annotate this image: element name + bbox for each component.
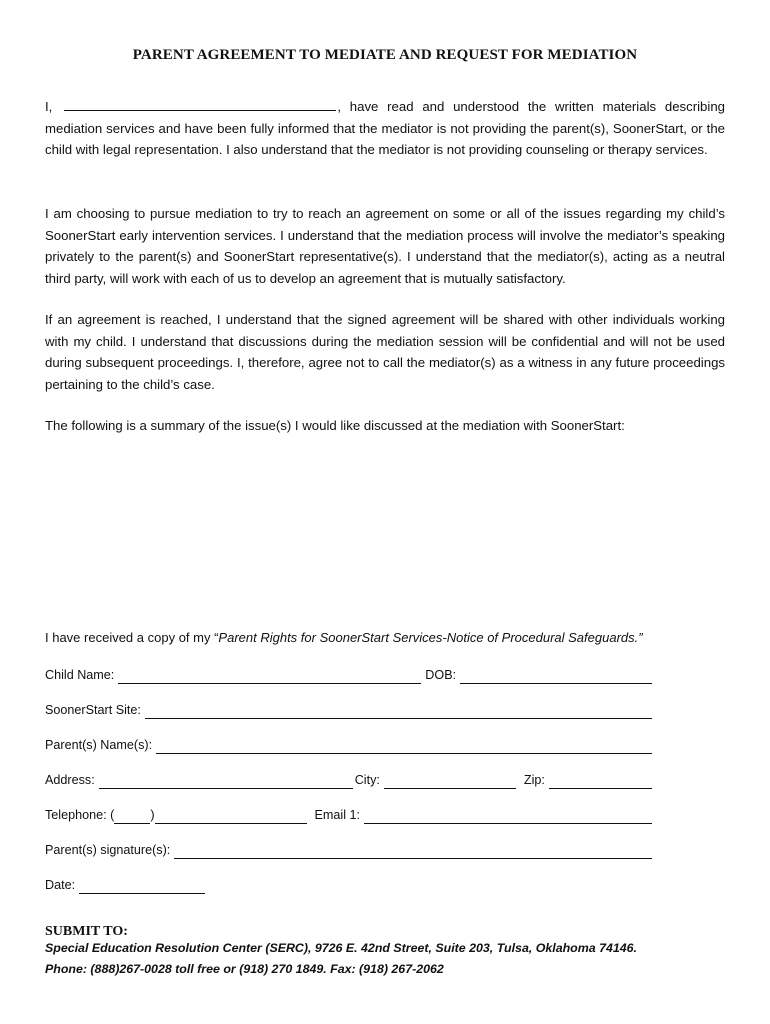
- agreement-paragraph-3: If an agreement is reached, I understand that the signed agreement will be shared with other individuals working with my child. I understand that discussions during the mediation session will be confidential and will not be used during subsequent proceedings. I, therefore, agree not to call the mediator(s) as a witness in any future proceedings pertaining to the child’s case.: [45, 312, 725, 392]
- site-field[interactable]: [145, 704, 652, 719]
- child-row: [45, 664, 652, 684]
- date-label: Date:: [45, 878, 76, 892]
- parents-name-row: [45, 734, 652, 754]
- contact-row: [45, 804, 652, 824]
- child-name-label: Child Name:: [45, 668, 115, 682]
- address-row: [45, 769, 652, 789]
- parents-name-label: Parent(s) Name(s):: [45, 738, 153, 752]
- paragraph-text: , have read and understood the written materials describing mediation services and have been fully informed that the mediator is not providing the parent(s), SoonerStart, or the child with legal representation. I also understand that the mediator is not providing counseling or therapy services.: [45, 99, 725, 157]
- signature-label: Parent(s) signature(s):: [45, 843, 171, 857]
- city-field[interactable]: [384, 774, 516, 789]
- zip-label: Zip:: [523, 773, 545, 787]
- submit-address: Special Education Resolution Center (SERC), 9726 E. 42nd Street, Suite 203, Tulsa, Oklahoma 74146.: [45, 941, 637, 955]
- parents-name-field[interactable]: [156, 739, 652, 754]
- safeguards-receipt: [45, 630, 643, 645]
- parent-name-blank[interactable]: [64, 97, 336, 111]
- date-row: [45, 874, 205, 894]
- signature-field[interactable]: [174, 844, 652, 859]
- dob-label: DOB:: [425, 668, 457, 682]
- site-label: SoonerStart Site:: [45, 703, 141, 717]
- address-field[interactable]: [99, 774, 353, 789]
- child-name-field[interactable]: [118, 669, 421, 684]
- address-label: Address:: [45, 773, 95, 787]
- signature-row: [45, 839, 652, 859]
- area-code-field[interactable]: [114, 809, 150, 824]
- agreement-paragraph-2: I am choosing to pursue mediation to try to reach an agreement on some or all of the issues regarding my child’s SoonerStart early intervention services. I understand that the mediation process will involve the mediator’s speaking privately to the parent(s) and SoonerStart representative(s). I understand that the mediator(s), acting as a neutral third party, will work with each of us to develop an agreement that is mutually satisfactory.: [45, 206, 725, 286]
- site-row: [45, 699, 652, 719]
- date-field[interactable]: [79, 879, 205, 894]
- telephone-paren-close: ): [150, 808, 155, 822]
- agreement-paragraph-1: [45, 96, 725, 161]
- city-label: City:: [354, 773, 380, 787]
- zip-field[interactable]: [549, 774, 652, 789]
- email-label: Email 1:: [314, 808, 361, 822]
- telephone-field[interactable]: [155, 809, 307, 824]
- safeguards-doc-title: Parent Rights for SoonerStart Services-Notice of Procedural Safeguards.”: [218, 630, 643, 645]
- telephone-label: Telephone: (: [45, 808, 115, 822]
- receipt-prefix: I have received a copy of my “: [45, 630, 219, 645]
- paragraph-prefix: I,: [45, 99, 53, 114]
- submit-heading: SUBMIT TO:: [45, 924, 128, 939]
- email-field[interactable]: [364, 809, 652, 824]
- issues-summary-prompt: The following is a summary of the issue(s) I would like discussed at the mediation with SoonerStart:: [45, 418, 625, 433]
- submit-phone: Phone: (888)267-0028 toll free or (918) 270 1849. Fax: (918) 267-2062: [45, 962, 444, 976]
- dob-field[interactable]: [460, 669, 652, 684]
- page-title: PARENT AGREEMENT TO MEDIATE AND REQUEST FOR MEDIATION: [132, 47, 638, 63]
